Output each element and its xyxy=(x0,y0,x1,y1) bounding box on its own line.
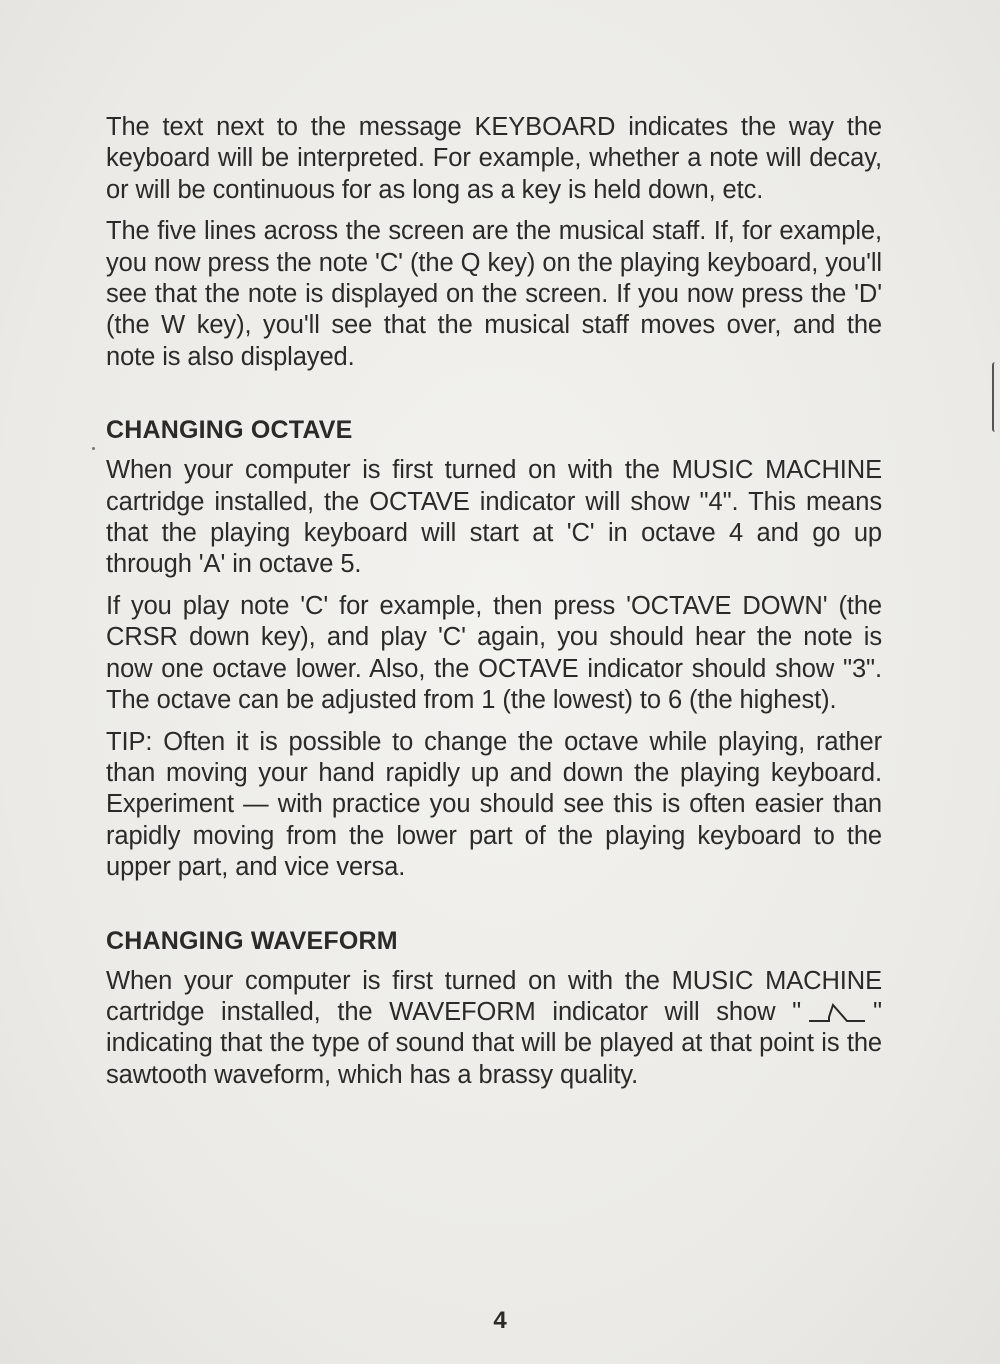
section-changing-waveform xyxy=(106,926,882,1092)
paragraph-octave-down: If you play note 'C' for example, then press 'OCTAVE DOWN' (the CRSR down key), and play 'C' again, you should hear the note is now one octave lower. Also, the OCTAVE indicator should show "3". The octave can be adjusted from 1 (the lowest) to 6 (the highest). xyxy=(106,591,882,715)
waveform-text-start: When your computer is first turned on with the MUSIC MACHINE cartridge installed, the WAVEFORM indicator will show " xyxy=(106,966,882,1026)
heading-changing-waveform: CHANGING WAVEFORM xyxy=(106,926,398,955)
paragraph-octave-indicator: When your computer is first turned on with the MUSIC MACHINE cartridge installed, the OCTAVE indicator will show "4". This means that the playing keyboard will start at 'C' in octave 4 and go up through 'A' in octave 5. xyxy=(106,456,882,579)
waveform-text-end: " indicating that the type of sound that will be played at that point is the sawtooth waveform, which has a brassy quality. xyxy=(106,997,882,1089)
heading-changing-octave: CHANGING OCTAVE xyxy=(106,416,353,445)
sawtooth-waveform-icon xyxy=(807,1000,867,1024)
page-number: 4 xyxy=(493,1307,507,1334)
page-content xyxy=(106,112,882,1091)
page-edge-mark xyxy=(992,362,998,432)
paragraph-musical-staff: The five lines across the screen are the musical staff. If, for example, you now press the note 'C' (the Q key) on the playing keyboard, you'll see that the note is displayed on the screen. If you now press the 'D' (the W key), you'll see that the musical staff moves over, and the note is also displayed. xyxy=(106,217,882,371)
print-speck xyxy=(92,447,95,450)
section-changing-octave xyxy=(106,415,882,883)
paragraph-octave-tip: TIP: Often it is possible to change the octave while playing, rather than moving your hand rapidly up and down the playing keyboard. Experiment — with practice you should see this is often easier than rapidly moving from the lower part of the playing keyboard to the upper part, and vice versa. xyxy=(106,727,882,882)
paragraph-keyboard-message: The text next to the message KEYBOARD indicates the way the keyboard will be interpreted. For example, whether a note will decay, or will be continuous for as long as a key is held down, etc. xyxy=(106,113,882,204)
paragraph-waveform-indicator xyxy=(106,966,882,1092)
